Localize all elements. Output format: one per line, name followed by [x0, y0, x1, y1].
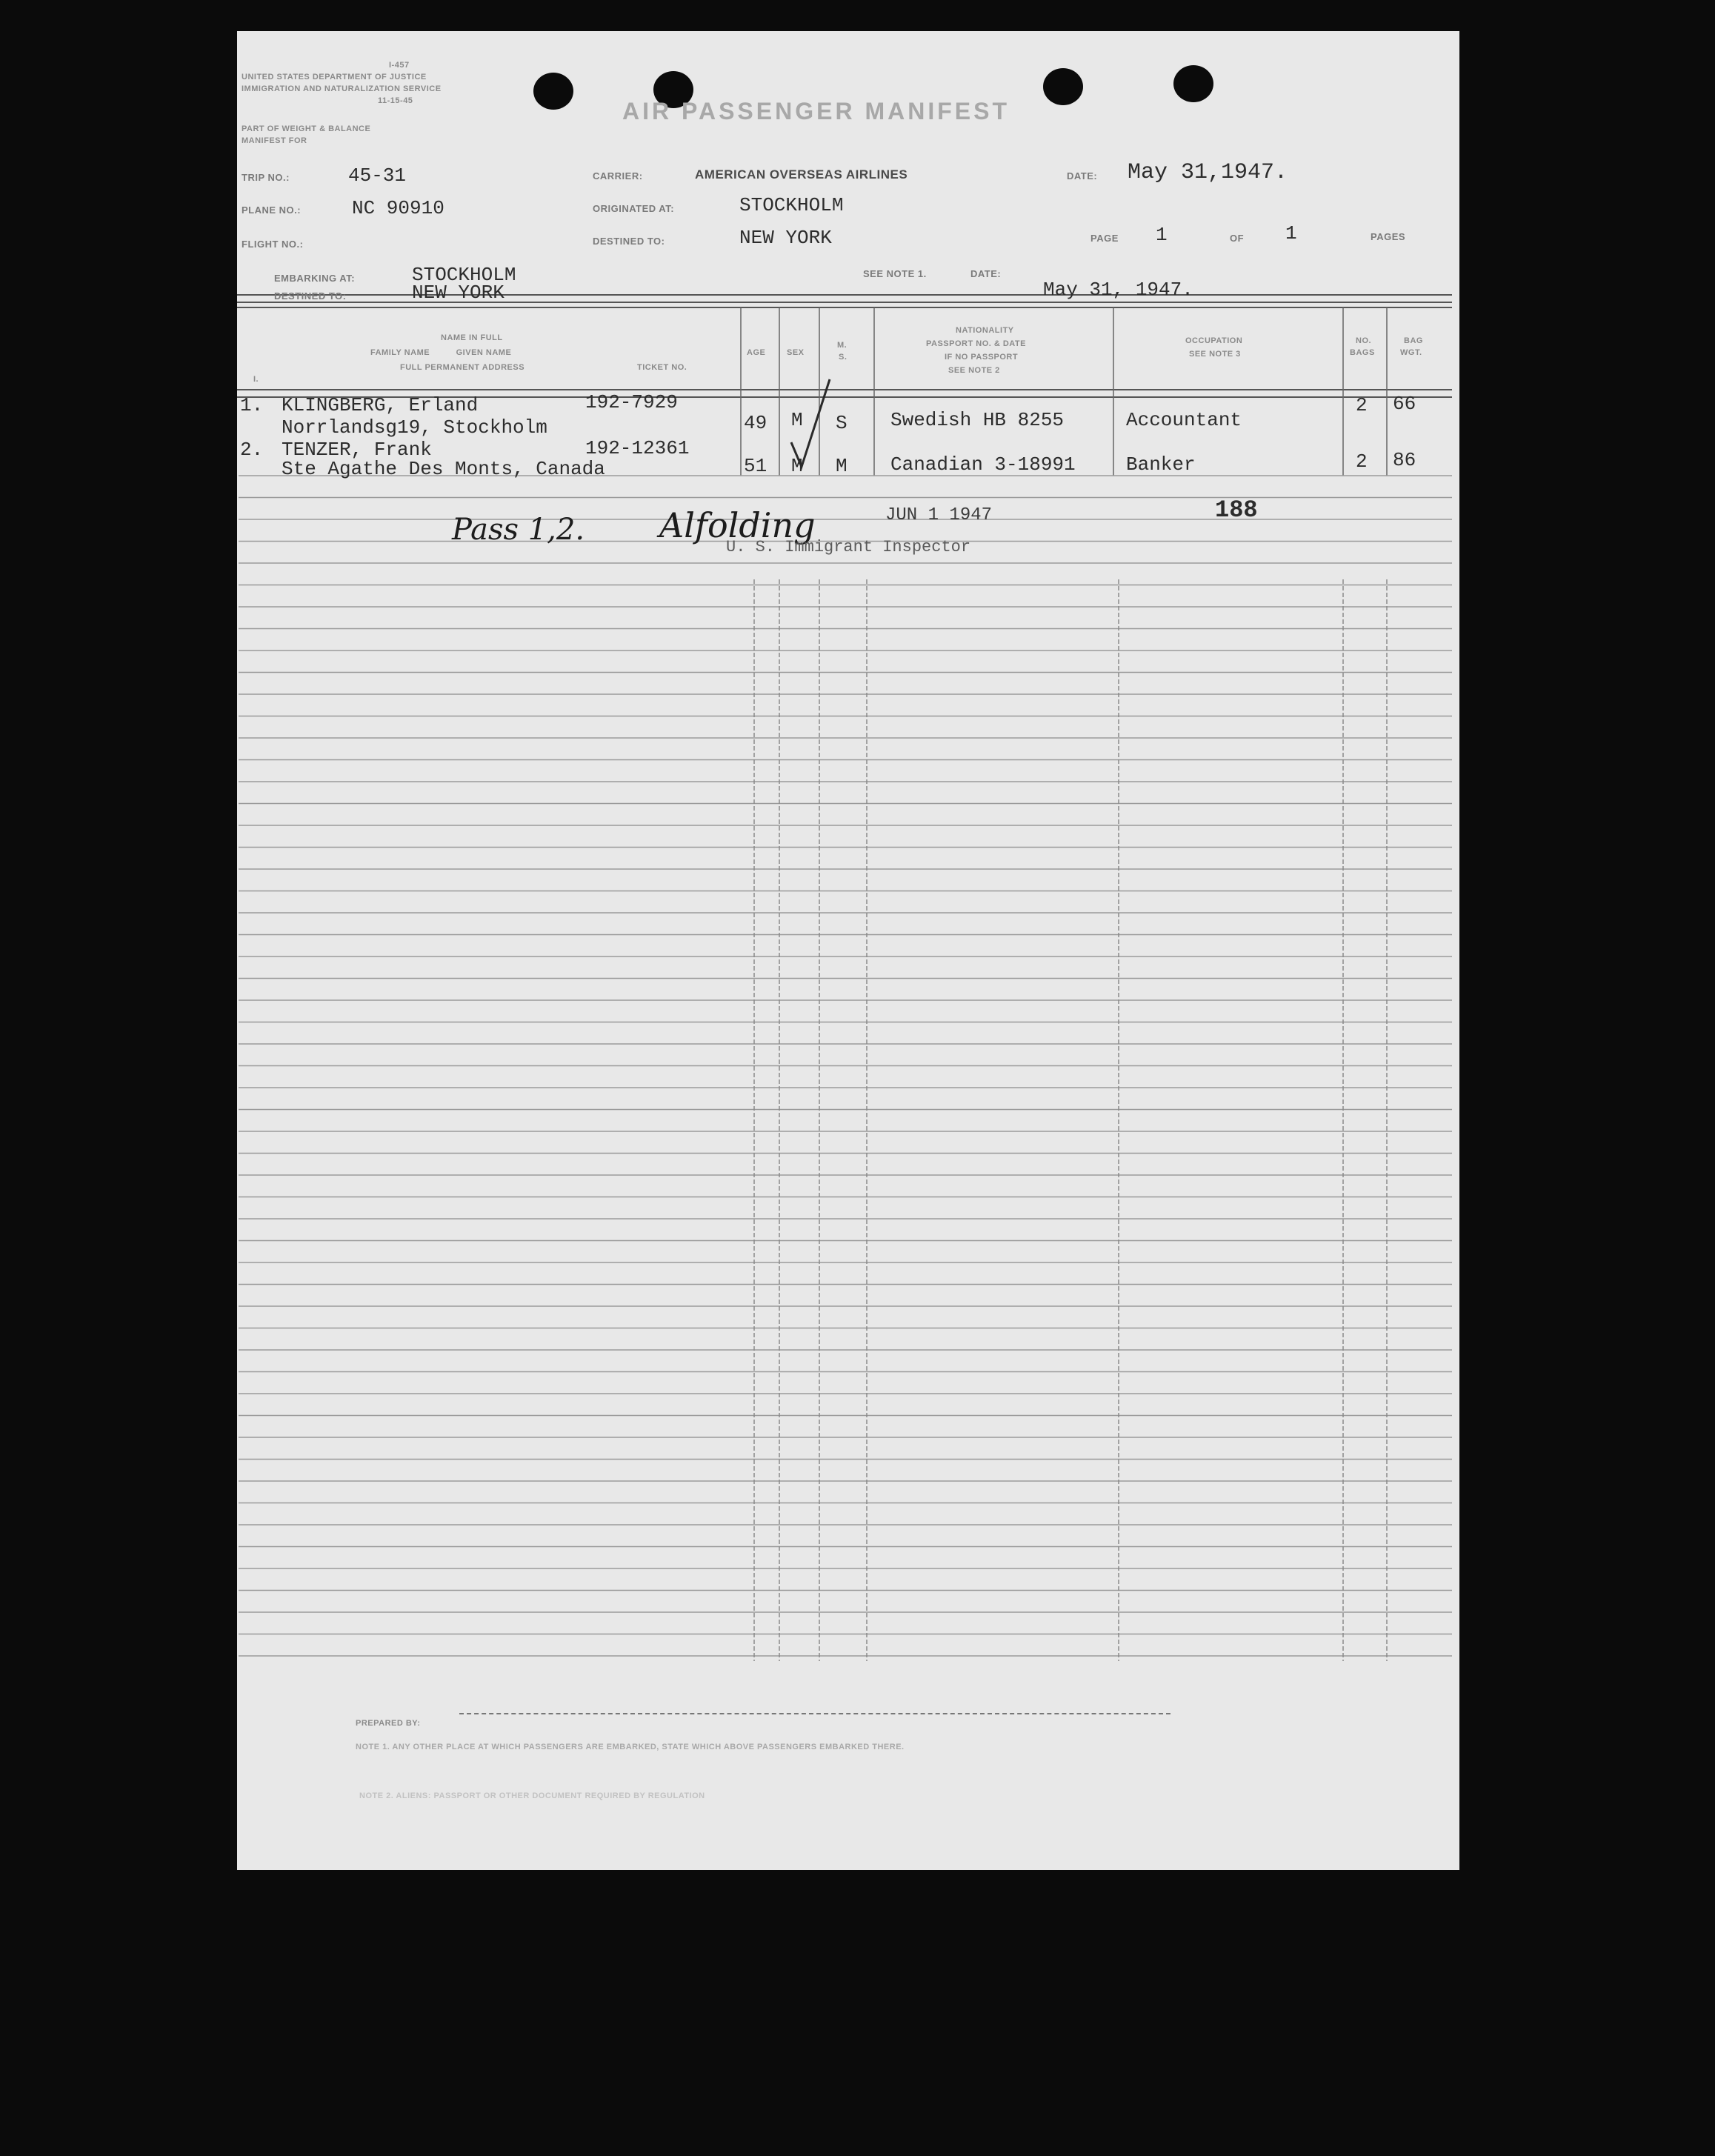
passenger-2-name: TENZER, Frank	[282, 439, 432, 461]
embarking-value: STOCKHOLM	[412, 264, 516, 286]
of-label: OF	[1230, 233, 1245, 244]
passenger-2-bags: 2	[1356, 450, 1368, 473]
col-wgt-line-2: WGT.	[1400, 348, 1422, 357]
part-of-line-2: MANIFEST FOR	[242, 136, 307, 145]
prepared-by-label: PREPARED BY:	[356, 1719, 421, 1728]
carrier-value: AMERICAN OVERSEAS AIRLINES	[695, 167, 908, 182]
originated-value: STOCKHOLM	[739, 194, 844, 216]
passenger-1-bags: 2	[1356, 394, 1368, 416]
passenger-1-name: KLINGBERG, Erland	[282, 394, 479, 416]
passenger-2-ms: M	[836, 455, 847, 477]
col-wgt-line-1: BAG	[1404, 336, 1423, 345]
pages-label: PAGES	[1371, 231, 1406, 242]
destined-label: DESTINED TO:	[593, 236, 665, 247]
trip-label: TRIP NO.:	[242, 172, 290, 183]
col-ms-line-1: M.	[837, 341, 847, 350]
agency-line-1: UNITED STATES DEPARTMENT OF JUSTICE	[242, 73, 427, 81]
embark-destined-label: DESTINED TO:	[274, 290, 347, 302]
flight-label: FLIGHT NO.:	[242, 239, 304, 250]
trip-value: 45-31	[348, 164, 407, 187]
col-occ-line-2: SEE NOTE 3	[1189, 350, 1241, 359]
embark-destined-value: NEW YORK	[412, 282, 504, 304]
col-age: AGE	[747, 348, 766, 357]
passenger-2-sex: M	[791, 455, 803, 477]
col-occ-line-1: OCCUPATION	[1185, 336, 1243, 345]
footer-note-2: NOTE 2. ALIENS: PASSPORT OR OTHER DOCUMENT REQUIRED BY REGULATION	[359, 1791, 705, 1800]
passenger-1-address: Norrlandsg19, Stockholm	[282, 416, 547, 439]
passenger-2-address: Ste Agathe Des Monts, Canada	[282, 458, 605, 480]
passenger-2-weight: 86	[1393, 449, 1416, 471]
col-ticket: TICKET NO.	[637, 363, 687, 372]
passenger-1-sex: M	[791, 409, 803, 431]
embark-date-value: May 31, 1947.	[1043, 279, 1193, 301]
stamp-date: JUN 1 1947	[885, 505, 993, 525]
col-line-no: I.	[253, 375, 259, 384]
agency-line-2: IMMIGRATION AND NATURALIZATION SERVICE	[242, 84, 442, 93]
col-name-line-1: NAME IN FULL	[441, 333, 503, 342]
col-bags-line-1: NO.	[1356, 336, 1372, 345]
page-title: AIR PASSENGER MANIFEST	[622, 98, 1010, 124]
of-value: 1	[1285, 222, 1297, 244]
date-value: May 31,1947.	[1128, 160, 1288, 185]
number-188: 188	[1215, 496, 1258, 524]
col-ms-line-2: S.	[839, 353, 847, 362]
passenger-1-weight: 66	[1393, 393, 1416, 415]
date-label: DATE:	[1067, 170, 1098, 182]
embark-date-label: DATE:	[970, 268, 1002, 279]
passenger-2-occupation: Banker	[1126, 453, 1196, 476]
col-nat-line-3: IF NO PASSPORT	[945, 353, 1019, 362]
col-nat-line-1: NATIONALITY	[956, 326, 1014, 335]
col-name-line-2: FAMILY NAME GIVEN NAME	[370, 348, 512, 357]
passenger-2-nationality: Canadian 3-18991	[890, 453, 1076, 476]
passenger-1-num: 1.	[240, 394, 264, 416]
passenger-2-age: 51	[744, 455, 767, 477]
originated-label: ORIGINATED AT:	[593, 203, 675, 214]
footer-note-1: NOTE 1. ANY OTHER PLACE AT WHICH PASSENGERS ARE EMBARKED, STATE WHICH ABOVE PASSENGERS EMBARKED THERE.	[356, 1743, 905, 1751]
handwritten-pass: Pass 1,2.	[452, 513, 585, 547]
manifest-sheet	[237, 31, 1459, 1870]
carrier-label: CARRIER:	[593, 170, 643, 182]
passenger-1-age: 49	[744, 412, 767, 434]
form-date: 11-15-45	[378, 96, 413, 105]
col-name-line-3: FULL PERMANENT ADDRESS	[400, 363, 525, 372]
see-note-1-label: SEE NOTE 1.	[863, 268, 927, 279]
part-of-line-1: PART OF WEIGHT & BALANCE	[242, 124, 371, 133]
page-label: PAGE	[1090, 233, 1119, 244]
plane-value: NC 90910	[352, 197, 444, 219]
prepared-by-line	[459, 1713, 1170, 1714]
col-nat-line-2: PASSPORT NO. & DATE	[926, 339, 1026, 348]
passenger-2-num: 2.	[240, 439, 264, 461]
form-number: I-457	[389, 61, 410, 70]
col-nat-line-4: SEE NOTE 2	[948, 366, 1000, 375]
col-sex: SEX	[787, 348, 805, 357]
inspector-signature: Alfolding	[659, 505, 816, 545]
passenger-2-ticket: 192-12361	[585, 437, 690, 459]
embarking-label: EMBARKING AT:	[274, 273, 356, 284]
inspector-title: U. S. Immigrant Inspector	[726, 538, 971, 556]
passenger-1-occupation: Accountant	[1126, 409, 1242, 431]
plane-label: PLANE NO.:	[242, 204, 302, 216]
passenger-1-ticket: 192-7929	[585, 391, 678, 413]
passenger-1-ms: S	[836, 412, 847, 434]
form-ruling	[237, 31, 1459, 1870]
page-value: 1	[1156, 224, 1168, 246]
destined-value: NEW YORK	[739, 227, 832, 249]
col-bags-line-2: BAGS	[1350, 348, 1375, 357]
passenger-1-nationality: Swedish HB 8255	[890, 409, 1065, 431]
